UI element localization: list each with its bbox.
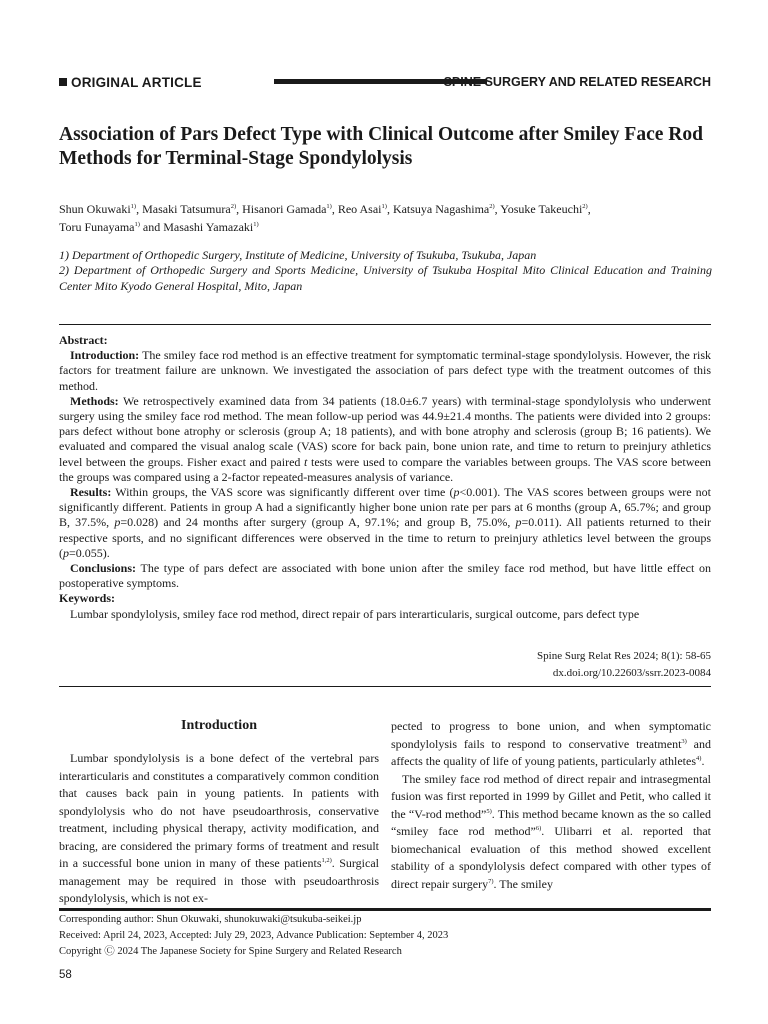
results-label: Results: bbox=[70, 485, 112, 500]
methods-label: Methods: bbox=[70, 393, 119, 408]
paragraph-text: . Surgical management may be required in those with pseudoarthrosis spondylolysis, which is not ex- bbox=[59, 856, 380, 905]
results-text: =0.028) and 24 months after surgery (group A, 97.1%; and group B, 75.0%, bbox=[120, 515, 511, 530]
paragraph-text: . This method became known as the so called “smiley face rod method” bbox=[391, 806, 711, 838]
corresponding-author: Corresponding author: Shun Okuwaki, shunokuwaki@tsukuba-seikei.jp bbox=[59, 914, 362, 925]
author-affil-sup: 1) bbox=[381, 203, 387, 210]
t-symbol: t bbox=[304, 454, 308, 469]
affiliation-2: 2) Department of Orthopedic Surgery and Sports Medicine, University of Tsukuba Hospital Mito Clinical Education and Training Center Mito Kyodo General Hospital, Mito, Japan bbox=[59, 263, 712, 293]
author-affil-sup: 2) bbox=[582, 203, 588, 210]
introduction-text: The smiley face rod method is an effective treatment for symptomatic terminal-stage spondylolysis. However, the risk factors for treatment failure are unknown. We investigated the association of pars defect type with the treatment outcomes of this method. bbox=[59, 348, 711, 393]
body-column-right bbox=[391, 718, 711, 893]
body-paragraph bbox=[391, 718, 711, 771]
author-name: Toru Funayama bbox=[59, 219, 135, 234]
reference-sup: 5) bbox=[486, 807, 492, 815]
author-affil-sup: 2) bbox=[230, 203, 237, 210]
author-separator: , bbox=[331, 202, 338, 216]
author-list bbox=[59, 201, 719, 236]
copyright-notice: Copyright Ⓒ 2024 The Japanese Society for Spine Surgery and Related Research bbox=[59, 946, 402, 957]
p-symbol: p bbox=[453, 485, 460, 500]
author-name: Masaki Tatsumura bbox=[142, 202, 231, 216]
abstract-conclusions bbox=[59, 561, 711, 591]
author-separator: , bbox=[236, 202, 243, 216]
author-affil-sup: 1) bbox=[134, 220, 140, 228]
reference-sup: 3) bbox=[681, 737, 687, 745]
affiliation-1: 1) Department of Orthopedic Surgery, Institute of Medicine, University of Tsukuba, Tsukuba, Japan bbox=[59, 248, 537, 262]
author-name: Masashi Yamazaki bbox=[163, 219, 254, 234]
paragraph-text: . bbox=[701, 754, 705, 768]
author-affil-sup: 1) bbox=[326, 203, 332, 210]
section-square-icon bbox=[59, 78, 67, 86]
running-header bbox=[59, 74, 711, 92]
abstract bbox=[59, 333, 711, 622]
abstract-methods bbox=[59, 394, 711, 485]
author-separator: and bbox=[139, 219, 164, 234]
p-symbol: p bbox=[63, 545, 69, 560]
body-column-left bbox=[59, 716, 379, 908]
author-name: Reo Asai bbox=[337, 202, 382, 216]
author-separator: , bbox=[386, 202, 393, 216]
reference-sup: 1,2) bbox=[321, 857, 332, 864]
introduction-heading: Introduction bbox=[181, 718, 257, 733]
author-name: Shun Okuwaki bbox=[59, 202, 131, 216]
footer-notes bbox=[59, 912, 711, 960]
paragraph-text: The smiley face rod method of direct repair and intrasegmental fusion was first reported in 1999 by Gillet and Petit, who called it the “V-rod method” bbox=[391, 771, 711, 821]
body-paragraph bbox=[59, 750, 379, 908]
reference-sup: 4) bbox=[696, 755, 702, 762]
publication-dates: Received: April 24, 2023, Accepted: July 29, 2023, Advance Publication: September 4, 2023 bbox=[59, 930, 449, 941]
results-text: <0.001). The VAS scores between groups were not significantly different. Patients in group A had a significantly higher bone union rate per pars at 6 months (group A, 65.7%; and group B, 37.5%, bbox=[59, 485, 711, 530]
abstract-bottom-rule bbox=[59, 686, 711, 687]
p-symbol: p bbox=[114, 515, 121, 530]
results-text: Within groups, the VAS score was significantly different over time ( bbox=[115, 485, 454, 500]
author-separator: , bbox=[494, 202, 501, 216]
results-text: =0.055). bbox=[69, 545, 110, 560]
author-name: Hisanori Gamada bbox=[242, 202, 327, 216]
methods-text: tests were used to compare the variables between groups. The VAS score between the groups was compared using a 2-factor repeated-measures analysis of variance. bbox=[59, 454, 712, 484]
paragraph-text: . Ulibarri et al. reported that biomechanical evaluation of this method showed excellent stability of a spondylolysis defect compared with other types of direct repair surgery bbox=[391, 824, 711, 891]
abstract-heading: Abstract: bbox=[59, 333, 108, 347]
author-separator: , bbox=[136, 202, 143, 216]
conclusions-text: The type of pars defect are associated with bone union after the smiley face rod method, but have little effect on postoperative symptoms. bbox=[59, 561, 711, 591]
conclusions-label: Conclusions: bbox=[70, 561, 137, 576]
paragraph-text: pected to progress to bone union, and when symptomatic spondylolysis fails to respond to conservative treatment bbox=[391, 719, 711, 751]
author-separator: , bbox=[587, 202, 591, 216]
keywords-label: Keywords: bbox=[59, 591, 115, 606]
abstract-results bbox=[59, 485, 711, 561]
abstract-top-rule bbox=[59, 324, 711, 325]
reference-sup: 7) bbox=[488, 877, 494, 885]
methods-text: We retrospectively examined data from 34 patients (18.0±6.7 years) with terminal-stage spondylolysis who underwent surgery using the smiley face rod method. The mean follow-up period was 44.9±21.4 months. The patients were divided into 2 groups: pars defect without bone atrophy or sclerosis (group A; 18 patients), and with bone atrophy and sclerosis (group B; 16 patients). We evaluated and compared the visual analog scale (VAS) score for back pain, bone union rate, and time to return to preinjury athletics level between the groups. Fisher exact and paired bbox=[59, 393, 711, 469]
journal-name: SPINE SURGERY AND RELATED RESEARCH bbox=[443, 75, 711, 89]
results-text: =0.011). All patients returned to their respective sports, and no significant differences were observed in the time to return to preinjury athletics level between the groups ( bbox=[59, 515, 712, 560]
citation-block bbox=[537, 648, 711, 681]
article-title: Association of Pars Defect Type with Clinical Outcome after Smiley Face Rod Methods for Terminal-Stage Spondylolysis bbox=[59, 124, 703, 169]
section-label: ORIGINAL ARTICLE bbox=[71, 75, 202, 90]
paragraph-text: and affects the quality of life of young patients, particularly athletes bbox=[391, 736, 712, 768]
author-affil-sup: 2) bbox=[489, 203, 495, 210]
abstract-introduction bbox=[59, 348, 711, 394]
journal-reference: Spine Surg Relat Res 2024; 8(1): 58-65 bbox=[537, 650, 711, 662]
footer-rule bbox=[59, 908, 711, 911]
reference-sup: 6) bbox=[535, 825, 542, 832]
keywords-text: Lumbar spondylolysis, smiley face rod method, direct repair of pars interarticularis, surgical outcome, pars defect type bbox=[70, 606, 640, 621]
paragraph-text: Lumbar spondylolysis is a bone defect of the vertebral pars interarticularis and constitutes a comparatively common condition that causes back pain in young patients. In patients with spondylolysis who do not have pseudoarthrosis, conservative treatment, including physical therapy, activity modification, and bracing, are considered the primary forms of treatment and result in a successful bone union in many of these patients bbox=[59, 751, 379, 870]
body-paragraph bbox=[391, 771, 711, 894]
page-number: 58 bbox=[59, 969, 72, 981]
author-name: Katsuya Nagashima bbox=[392, 202, 490, 216]
author-name: Yosuke Takeuchi bbox=[500, 202, 583, 216]
paragraph-text: . The smiley bbox=[493, 876, 553, 891]
introduction-label: Introduction: bbox=[70, 348, 140, 363]
p-symbol: p bbox=[515, 515, 522, 530]
doi-link[interactable]: dx.doi.org/10.22603/ssrr.2023-0084 bbox=[552, 666, 711, 679]
author-affil-sup: 1) bbox=[130, 203, 137, 210]
author-affil-sup: 1) bbox=[253, 220, 259, 228]
